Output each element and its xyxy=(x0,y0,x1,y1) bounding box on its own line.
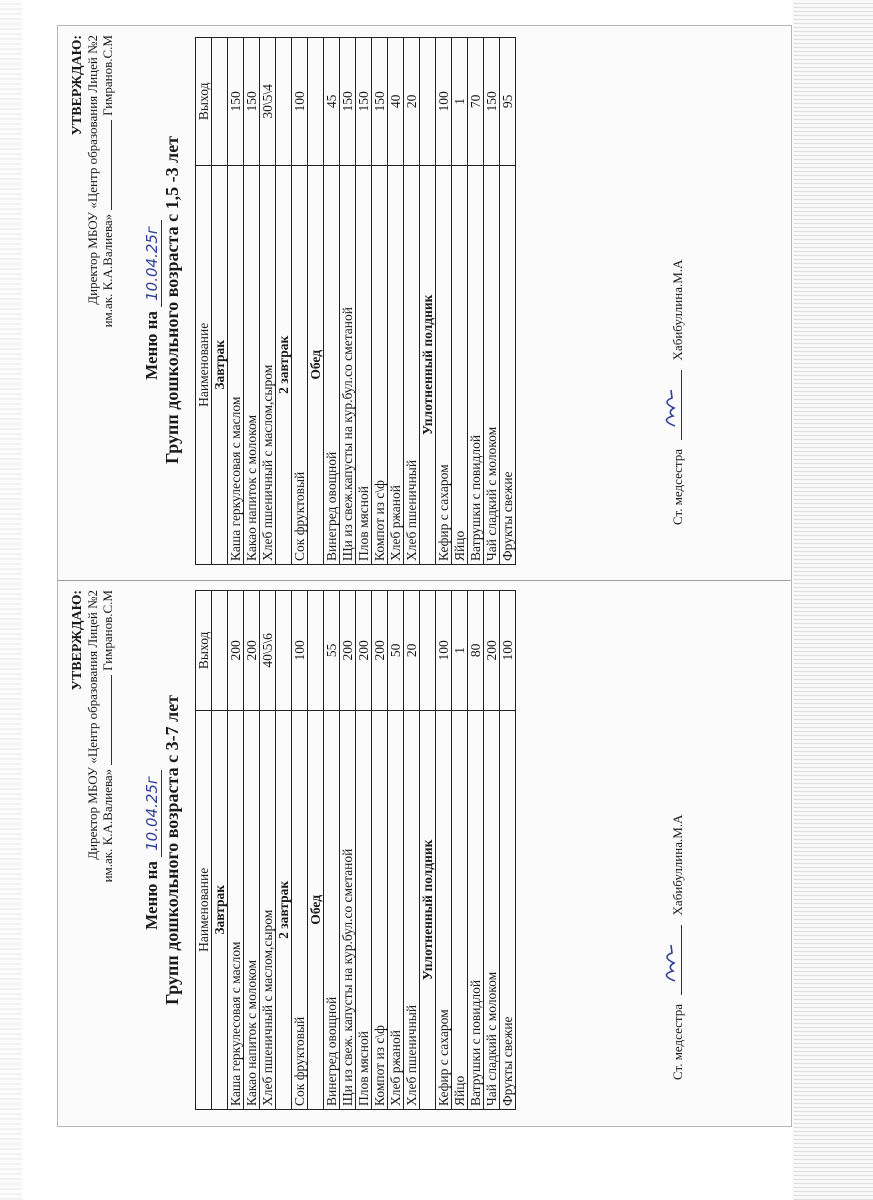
dish-name: Яйцо xyxy=(452,165,468,564)
table-row xyxy=(404,591,420,1110)
table-section-row xyxy=(212,38,228,565)
section-title: Завтрак xyxy=(212,710,228,1109)
dish-name: Винегред овощной xyxy=(324,165,340,564)
dish-output: 150 xyxy=(356,38,372,166)
approval-director-name: им.ак. К.А.Валиева»Гимранов.С.М xyxy=(100,35,115,328)
dish-output: 100 xyxy=(436,38,452,166)
col-name-header: Наименование xyxy=(196,710,212,1109)
signature-mark xyxy=(657,941,681,985)
group-title: Групп дошкольного возраста с 1,5 -3 лет xyxy=(162,135,182,465)
menu-date-heading: Меню на 10.04.25г xyxy=(142,35,162,565)
dish-output: 150 xyxy=(228,38,244,166)
table-row xyxy=(324,591,340,1110)
dish-output: 150 xyxy=(340,38,356,166)
dish-output: 1 xyxy=(452,591,468,711)
scan-edge-left xyxy=(0,0,22,1200)
dish-name: Хлеб пшеничный xyxy=(404,165,420,564)
dish-output: 200 xyxy=(356,591,372,711)
menu-page-preschool xyxy=(70,590,790,1110)
table-row xyxy=(436,38,452,565)
table-section-row xyxy=(308,38,324,565)
approval-director: Директор МБОУ «Центр образования Лицей №2 xyxy=(85,590,100,860)
table-row xyxy=(372,38,388,565)
col-out-header: Выход xyxy=(196,38,212,166)
dish-name: Плов мясной xyxy=(356,165,372,564)
dish-output: 1 xyxy=(452,38,468,166)
dish-output: 45 xyxy=(324,38,340,166)
dish-name: Хлеб пшеничный xyxy=(404,710,420,1109)
dish-name: Хлеб пшеничный с маслом,сыром xyxy=(260,165,276,564)
signature-line xyxy=(671,925,682,995)
table-section-row xyxy=(212,591,228,1110)
section-title: 2 завтрак xyxy=(276,165,292,564)
dish-name: Кефир с сахаром xyxy=(436,710,452,1109)
dish-output: 200 xyxy=(228,591,244,711)
table-row xyxy=(228,591,244,1110)
dish-name: Какао напиток с молоком xyxy=(244,710,260,1109)
table-row xyxy=(324,38,340,565)
signature-name: Хабибуллина.М.А xyxy=(670,814,685,916)
section-title: 2 завтрак xyxy=(276,710,292,1109)
dish-output: 100 xyxy=(436,591,452,711)
dish-output xyxy=(212,591,228,711)
table-section-row xyxy=(276,38,292,565)
section-title: Уплотненный полдник xyxy=(420,165,436,564)
table-row xyxy=(452,38,468,565)
table-row xyxy=(500,591,516,1110)
col-out-header: Выход xyxy=(196,591,212,711)
table-row xyxy=(484,591,500,1110)
dish-output: 80 xyxy=(468,591,484,711)
dish-name: Чай сладкий с молоком xyxy=(484,165,500,564)
signature-mark xyxy=(657,386,681,430)
handwritten-date: 10.04.25г xyxy=(143,220,162,307)
sheet-fold xyxy=(57,580,790,581)
dish-output: 150 xyxy=(484,38,500,166)
dish-name: Щи из свеж. капусты на кур.бул.со сметаной xyxy=(340,710,356,1109)
dish-name: Ватрушки с повидлой xyxy=(468,710,484,1109)
dish-output: 100 xyxy=(500,591,516,711)
dish-name: Хлеб ржаной xyxy=(388,165,404,564)
table-row xyxy=(468,591,484,1110)
dish-name: Каша геркулесовая с маслом xyxy=(228,165,244,564)
dish-name: Сок фруктовый xyxy=(292,165,308,564)
menu-table xyxy=(195,590,516,1110)
table-row xyxy=(228,38,244,565)
dish-name: Компот из с\ф xyxy=(372,165,388,564)
table-row xyxy=(404,38,420,565)
table-row xyxy=(372,591,388,1110)
signature-line xyxy=(671,370,682,440)
dish-output: 200 xyxy=(340,591,356,711)
section-title: Обед xyxy=(308,710,324,1109)
scan-edge-right xyxy=(793,0,873,1200)
menu-page-toddlers xyxy=(70,35,770,565)
dish-output xyxy=(212,38,228,166)
signature-block xyxy=(670,815,686,1080)
approval-director-name: им.ак. К.А.Валиева»Гимранов.С.М xyxy=(100,590,115,883)
dish-name: Хлеб ржаной xyxy=(388,710,404,1109)
dish-name: Плов мясной xyxy=(356,710,372,1109)
table-row xyxy=(260,591,276,1110)
table-row xyxy=(436,591,452,1110)
dish-output: 150 xyxy=(244,38,260,166)
dish-name: Винегред овощной xyxy=(324,710,340,1109)
dish-output: 30\5\4 xyxy=(260,38,276,166)
table-row xyxy=(388,591,404,1110)
table-row xyxy=(340,591,356,1110)
table-row xyxy=(340,38,356,565)
signature-role: Ст. медсестра xyxy=(670,448,685,525)
approval-caption: УТВЕРЖДАЮ: xyxy=(70,590,85,691)
approval-block xyxy=(70,35,115,327)
dish-name: Кефир с сахаром xyxy=(436,165,452,564)
table-row xyxy=(468,38,484,565)
dish-name: Хлеб пшеничный с маслом,сыром xyxy=(260,710,276,1109)
table-header-row xyxy=(196,591,212,1110)
dish-output xyxy=(308,38,324,166)
table-row xyxy=(500,38,516,565)
section-title: Уплотненный полдник xyxy=(420,710,436,1109)
dish-name: Чай сладкий с молоком xyxy=(484,710,500,1109)
dish-name: Щи из свеж.капусты на кур.бул.со сметаной xyxy=(340,165,356,564)
table-section-row xyxy=(276,591,292,1110)
table-row xyxy=(244,591,260,1110)
signature-block xyxy=(670,260,686,525)
dish-output: 95 xyxy=(500,38,516,166)
table-row xyxy=(292,38,308,565)
dish-output: 70 xyxy=(468,38,484,166)
table-section-row xyxy=(420,591,436,1110)
table-row xyxy=(244,38,260,565)
section-title: Обед xyxy=(308,165,324,564)
dish-output: 40\5\6 xyxy=(260,591,276,711)
dish-output: 20 xyxy=(404,591,420,711)
table-row xyxy=(452,591,468,1110)
table-header-row xyxy=(196,38,212,565)
menu-table xyxy=(195,37,516,565)
dish-output: 200 xyxy=(244,591,260,711)
dish-name: Какао напиток с молоком xyxy=(244,165,260,564)
dish-output: 100 xyxy=(292,38,308,166)
approval-caption: УТВЕРЖДАЮ: xyxy=(70,35,85,136)
table-section-row xyxy=(308,591,324,1110)
dish-name: Фрукты свежие xyxy=(500,165,516,564)
table-row xyxy=(484,38,500,565)
approval-blank-line xyxy=(101,675,112,765)
dish-output xyxy=(276,591,292,711)
signature-name: Хабибуллина.М.А xyxy=(670,259,685,361)
dish-output xyxy=(276,38,292,166)
table-row xyxy=(356,38,372,565)
table-row xyxy=(388,38,404,565)
table-row xyxy=(356,591,372,1110)
dish-name: Сок фруктовый xyxy=(292,710,308,1109)
table-row xyxy=(292,591,308,1110)
dish-name: Яйцо xyxy=(452,710,468,1109)
approval-block xyxy=(70,590,115,882)
dish-output: 20 xyxy=(404,38,420,166)
menu-date-heading: Меню на 10.04.25г xyxy=(142,590,162,1110)
dish-output: 50 xyxy=(388,591,404,711)
dish-output: 40 xyxy=(388,38,404,166)
approval-blank-line xyxy=(101,120,112,210)
dish-name: Компот из с\ф xyxy=(372,710,388,1109)
handwritten-date: 10.04.25г xyxy=(143,770,162,857)
section-title: Завтрак xyxy=(212,165,228,564)
dish-output: 100 xyxy=(292,591,308,711)
dish-output xyxy=(420,591,436,711)
dish-output: 200 xyxy=(484,591,500,711)
approval-director: Директор МБОУ «Центр образования Лицей №2 xyxy=(85,35,100,305)
dish-output xyxy=(308,591,324,711)
dish-output: 55 xyxy=(324,591,340,711)
group-title: Групп дошкольного возраста с 3-7 лет xyxy=(162,694,182,1006)
col-name-header: Наименование xyxy=(196,165,212,564)
table-section-row xyxy=(420,38,436,565)
dish-output: 200 xyxy=(372,591,388,711)
dish-output: 150 xyxy=(372,38,388,166)
dish-name: Фрукты свежие xyxy=(500,710,516,1109)
dish-output xyxy=(420,38,436,166)
dish-name: Каша геркулесовая с маслом xyxy=(228,710,244,1109)
table-row xyxy=(260,38,276,565)
dish-name: Ватрушки с повидлой xyxy=(468,165,484,564)
signature-role: Ст. медсестра xyxy=(670,1003,685,1080)
